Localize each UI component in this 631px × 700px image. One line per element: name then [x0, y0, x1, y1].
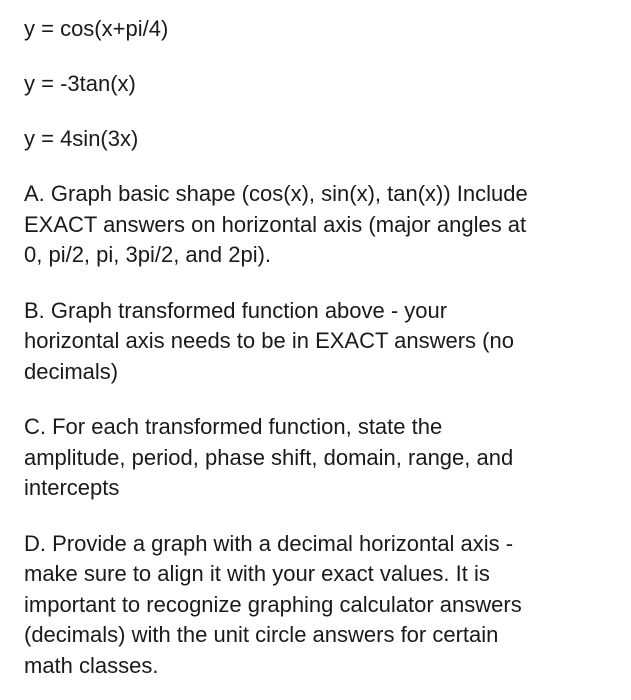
instruction-d-line: (decimals) with the unit circle answers for certain: [24, 622, 499, 647]
instruction-d-line: math classes.: [24, 652, 159, 678]
equation-tangent: y = -3tan(x): [24, 71, 136, 96]
instruction-a: [24, 179, 611, 271]
instruction-c: [24, 412, 611, 504]
instruction-d-line: make sure to align it with your exact values. It is: [24, 561, 490, 586]
instruction-a-line: A. Graph basic shape (cos(x), sin(x), tan(x)) Include: [24, 181, 528, 206]
equation-cosine: y = cos(x+pi/4): [24, 16, 169, 41]
instruction-b-line: B. Graph transformed function above - your: [24, 297, 448, 323]
instruction-d-line: D. Provide a graph with a decimal horizontal axis -: [24, 530, 514, 556]
instruction-a-line: EXACT answers on horizontal axis (major angles at: [24, 211, 527, 237]
equation-sine: y = 4sin(3x): [24, 126, 139, 151]
instruction-c-line: intercepts: [24, 475, 120, 500]
instruction-c-line: amplitude, period, phase shift, domain, range, and: [24, 444, 514, 470]
instruction-b: [24, 296, 611, 388]
instruction-c-line: C. For each transformed function, state the: [24, 414, 443, 439]
instruction-d-line: important to recognize graphing calculator answers: [24, 591, 522, 617]
instruction-b-line: decimals): [24, 358, 119, 384]
instruction-d: [24, 529, 611, 682]
instruction-a-line: 0, pi/2, pi, 3pi/2, and 2pi).: [24, 242, 272, 267]
instruction-b-line: horizontal axis needs to be in EXACT answers (no: [24, 328, 514, 353]
